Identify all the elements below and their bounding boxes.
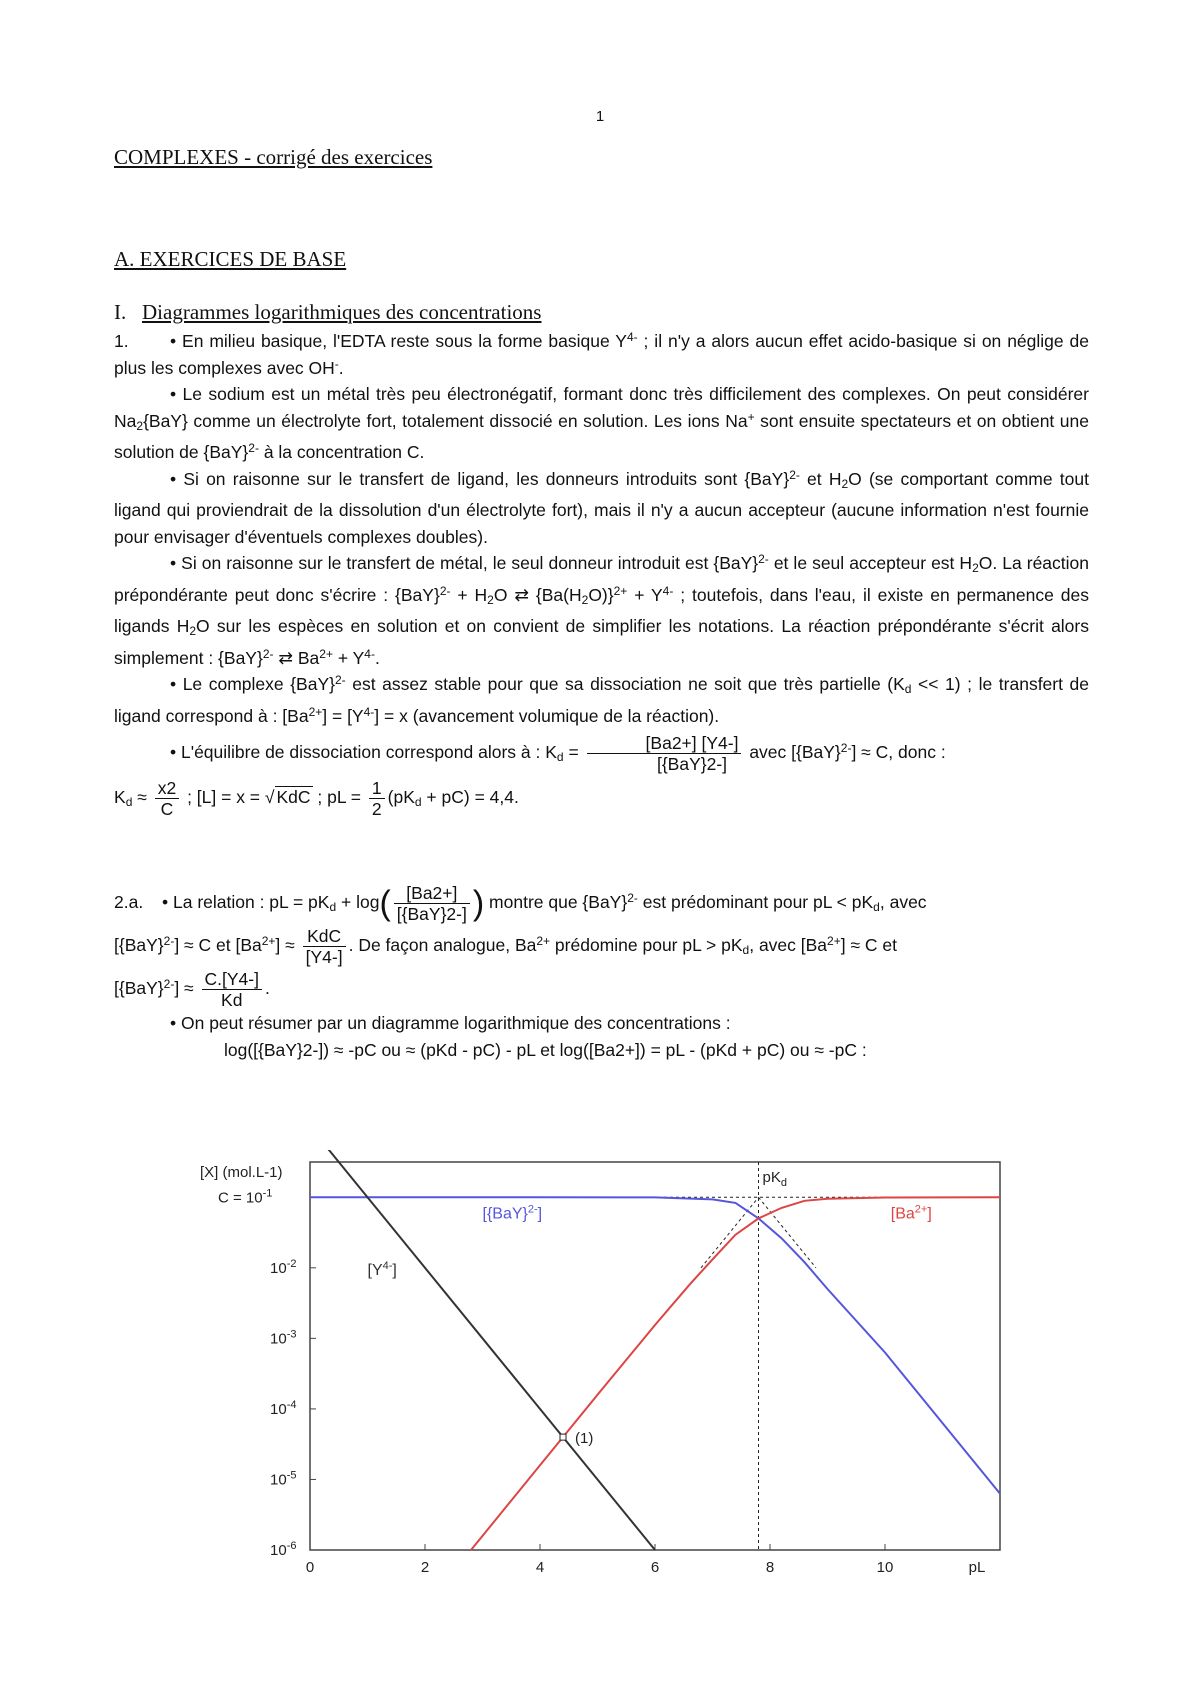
subsection-heading xyxy=(114,300,541,325)
y-tick-label: $10^{-5}$ xyxy=(270,1469,297,1489)
log-concentration-diagram xyxy=(180,1150,1030,1600)
paragraph-8: 2.a. • La relation : pL = $pK_d + \log$( $\frac{[Ba2+]}{\text{[\{BaY\}2-]}}$ ) montre que {BaY}$^{2-}$ est prédominant pour pL < $pK_d$, avec xyxy=(114,883,927,924)
x-tick-label: 2 xyxy=(420,1559,430,1576)
x-axis-label: pL xyxy=(968,1559,986,1576)
x-tick-label: 6 xyxy=(650,1559,660,1576)
page-number: 1 xyxy=(595,108,605,125)
paragraph-7: $K_d$ ≈ $\frac{x2}{C}$ ; [L] = x = √ KdC ; pL = $\frac{1}{2}$ $(pK_d + pC) = 4,4$. xyxy=(114,778,519,819)
paragraph-1: 1. • En milieu basique, l'EDTA reste sous la forme basique $Y^{4-}$ ; il n'y a alors aucun effet acido-basique si on néglige de plus les complexes avec OH-. xyxy=(114,330,1090,378)
section-heading: A. EXERCICES DE BASE xyxy=(114,247,347,271)
document-title: COMPLEXES - corrigé des exercices xyxy=(114,145,433,169)
y-axis-label: [X] (mol.L-1) xyxy=(200,1164,283,1181)
intersection-marker xyxy=(560,1434,566,1440)
paragraph-5: • Le complexe {BaY}$^{2-}$ est assez stable pour que sa dissociation ne soit que très partielle $(K_d << 1)$ ; le transfert de ligand correspond à : $[Ba^{2+}] = [Y^{4-}] = x$ (avancement volumique de la réaction). xyxy=(114,673,1090,726)
paragraph-12: log([{BaY}2-]) ≈ -pC ou ≈ (pKd - pC) - pL et log([Ba2+]) = pL - (pKd + pC) ou ≈ -pC : xyxy=(224,1039,867,1060)
x-tick-label: 10 xyxy=(876,1559,894,1576)
y-tick-label: $10^{-3}$ xyxy=(270,1328,297,1348)
y-tick-label: $10^{-6}$ xyxy=(270,1540,297,1559)
paragraph-2: • Le sodium est un métal très peu électronégatif, formant donc très difficilement des complexes. On peut considérer $Na_2\{BaY\}$ comme un électrolyte fort, totalement dissocié en solution. Les ions Na+ sont ensuite spectateurs et on obtient une solution de {BaY}$^{2-}$ à la concentration C. xyxy=(114,384,1090,462)
x-tick-label: 4 xyxy=(535,1559,545,1576)
series-label-bay: [{BaY}$^{2-}$] xyxy=(482,1203,543,1223)
chart-svg xyxy=(180,1150,1030,1600)
intersection-label: (1) xyxy=(575,1430,594,1448)
series-line-0 xyxy=(310,1197,1000,1493)
subsection-title: Diagrammes logarithmiques des concentrations xyxy=(142,300,542,324)
kd-fraction: $\frac{[Ba2+] [Y4-]}{\text{[\{BaY\}2-]}}$ xyxy=(587,733,742,774)
y-tick-label: $10^{-2}$ xyxy=(270,1257,297,1277)
c-label: $C = 10^{-1}$ xyxy=(218,1187,273,1207)
y-tick-label: $10^{-4}$ xyxy=(270,1398,297,1418)
paragraph-9: [{BaY}$^{2-}$] ≈ C et $[Ba^{2+}]$ ≈ $\frac{\text{KdC}}{[Y4-]}$ . De façon analogue, $Ba^{2+}$ prédomine pour pL > $pK_d$, avec $[Ba^{2+}] \approx C$ et xyxy=(114,926,898,967)
pkd-label: $pK_d$ xyxy=(762,1169,787,1189)
subsection-number: I. xyxy=(114,300,127,324)
bay-asymptote xyxy=(759,1197,817,1268)
paragraph-11: • On peut résumer par un diagramme logarithmique des concentrations : xyxy=(170,1013,731,1033)
paragraph-6: • L'équilibre de dissociation correspond alors à : $K_d$ = $\frac{[Ba2+] [Y4-]}{\text{[\{BaY\}2-]}}$ avec [{BaY}$^{2-}$] ≈ C, donc : xyxy=(170,733,946,774)
x-tick-label: 8 xyxy=(765,1559,775,1576)
series-label-ba: $[Ba^{2+}]$ xyxy=(890,1203,932,1223)
paragraph-4: • Si on raisonne sur le transfert de métal, le seul donneur introduit est {BaY}$^{2-}$ et le seul accepteur est $H_2O$. La réaction prépondérante peut donc s'écrire : $\{BaY\}^{2-} + H_2O$ ⇄ $\{Ba(H_2O)\}^{2+} + Y^{4-}$ ; toutefois, dans l'eau, il existe en permanence des ligands $H_2O$ sur les espèces en solution et on convient de simplifier les notations. La réaction prépondérante s'écrit alors simplement : {BaY}$^{2-}$ ⇄ $Ba^{2+} + Y^{4-}$. xyxy=(114,552,1090,668)
series-line-1 xyxy=(471,1197,1000,1550)
exercise-body xyxy=(114,328,1089,1063)
paragraph-3: • Si on raisonne sur le transfert de ligand, les donneurs introduits sont {BaY}$^{2-}$ et $H_2O$ (se comportant comme tout ligand qui proviendrait de la dissolution d'un électrolyte fort), mais il n'y a aucun accepteur (aucune information n'est fournie pour envisager d'éventuels complexes doubles). xyxy=(114,467,1089,547)
series-label-y4: $[Y^{4-}]$ xyxy=(367,1259,397,1279)
x-tick-label: 0 xyxy=(305,1559,315,1576)
paragraph-10: [{BaY}$^{2-}$] ≈ $\frac{C.[Y4-]}{Kd}$ . xyxy=(114,969,270,1010)
ba-asymptote xyxy=(701,1197,759,1268)
